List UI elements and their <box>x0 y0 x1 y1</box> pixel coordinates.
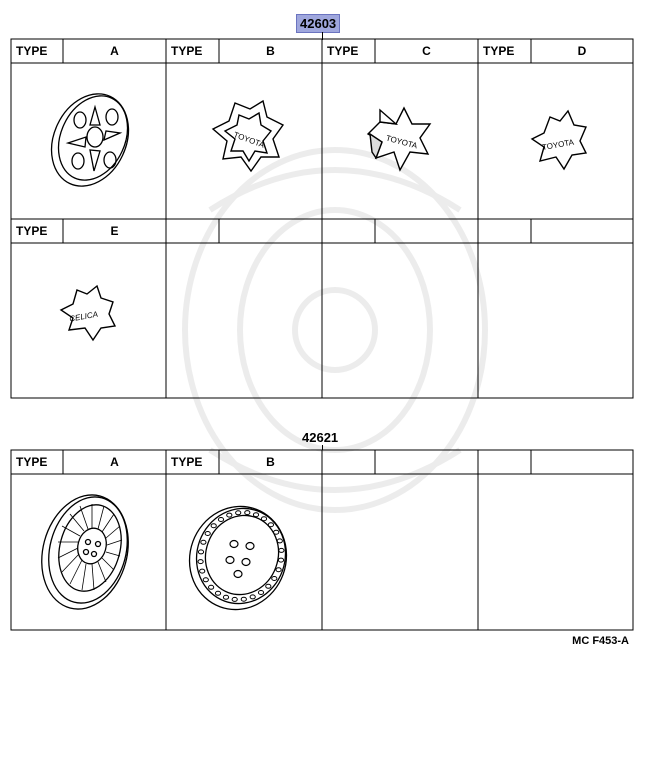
wheel-cover-slot <box>266 584 271 588</box>
type-label: TYPE <box>171 455 203 469</box>
wheel-cover-slot <box>241 597 246 601</box>
hubcap-spoke-icon[interactable] <box>40 85 140 195</box>
wheel-cover-slot <box>215 591 220 595</box>
wheel-cover-slot <box>276 568 281 572</box>
wheel-cover-slot <box>205 532 210 536</box>
leader-line <box>322 445 323 450</box>
wheel-cover-slot <box>227 513 232 517</box>
center-cap-celica-icon[interactable] <box>55 280 125 350</box>
type-value-b: B <box>266 455 275 469</box>
wheel-cover-slot <box>272 577 277 581</box>
wheel-cover-slot <box>198 550 203 554</box>
wheel-cover-slot <box>258 591 263 595</box>
wheel-cover-slot <box>203 578 208 582</box>
slotted-wheel-cover-icon[interactable] <box>182 500 297 615</box>
type-label: TYPE <box>171 44 203 58</box>
wheel-cover-slot <box>277 539 282 543</box>
wheel-cover-slot <box>201 540 206 544</box>
wheel-cover-slot <box>274 530 279 534</box>
type-value-b: B <box>266 44 275 58</box>
wheel-cover-slot <box>211 524 216 528</box>
wheel-cover-slot <box>250 595 255 599</box>
part-number-42621[interactable]: 42621 <box>302 430 339 445</box>
wheel-cover-slot <box>198 560 203 564</box>
svg-text:CELICA: CELICA <box>68 309 99 324</box>
wheel-cover-slot <box>232 597 237 601</box>
diagram-code: MC F453-A <box>572 635 629 647</box>
svg-text:TOYOTA: TOYOTA <box>232 130 266 150</box>
part-number-42603[interactable]: 42603 <box>296 14 340 33</box>
center-cap-toyota-icon[interactable] <box>360 100 440 180</box>
type-value-c: C <box>422 44 431 58</box>
type-value-a: A <box>110 44 119 58</box>
wheel-cover-slot <box>236 511 241 515</box>
wheel-cover-slot <box>279 548 284 552</box>
type-value-d: D <box>577 44 587 58</box>
type-label: TYPE <box>16 455 48 469</box>
type-value-a: A <box>110 455 119 469</box>
wheel-cover-slot <box>268 523 273 527</box>
type-label: TYPE <box>16 224 48 238</box>
wheel-cover-slot <box>223 595 228 599</box>
center-cap-toyota-icon[interactable] <box>520 105 595 180</box>
type-value-e: E <box>110 224 119 238</box>
type-label: TYPE <box>327 44 359 58</box>
wire-wheel-cover-icon[interactable] <box>30 490 140 615</box>
wheel-cover-slot <box>261 517 266 521</box>
wheel-cover-slot <box>278 558 283 562</box>
wheel-cover-slot <box>218 518 223 522</box>
svg-text:TOYOTA: TOYOTA <box>541 137 575 153</box>
type-label: TYPE <box>16 44 48 58</box>
center-cap-toyota-icon[interactable] <box>205 95 290 180</box>
wheel-cover-slot <box>253 513 258 517</box>
wheel-cover-slot <box>200 569 205 573</box>
svg-text:TOYOTA: TOYOTA <box>384 133 419 151</box>
wheel-cover-slot <box>245 511 250 515</box>
type-label: TYPE <box>483 44 515 58</box>
wheel-cover-slot <box>209 585 214 589</box>
